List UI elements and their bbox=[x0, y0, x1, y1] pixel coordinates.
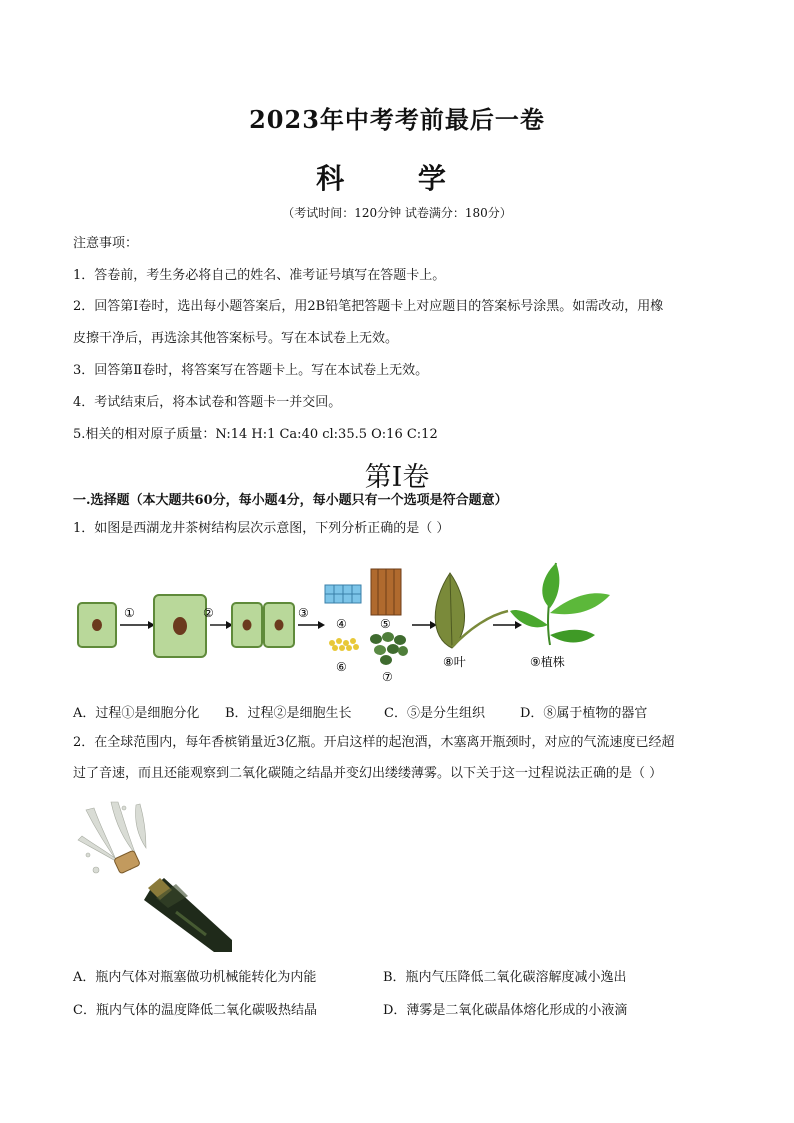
cell-divided bbox=[232, 603, 294, 647]
notes-heading: 注意事项： bbox=[73, 236, 139, 251]
tissue-4-block bbox=[325, 585, 361, 603]
q2-option-d: D．薄雾是二氧化碳晶体熔化形成的小液滴 bbox=[383, 1003, 628, 1018]
bottle bbox=[144, 878, 232, 952]
note-item: 4．考试结束后，将本试卷和答题卡一并交回。 bbox=[73, 395, 342, 410]
q1-option-c: C．⑤是分生组织 bbox=[384, 706, 485, 721]
plant-label: ⑨植株 bbox=[530, 655, 565, 669]
leaf-label: ⑧叶 bbox=[443, 655, 466, 669]
tissue-7-label: ⑦ bbox=[382, 670, 393, 684]
tissue-7-cells bbox=[370, 632, 408, 665]
step-3-label: ③ bbox=[298, 606, 309, 620]
tissue-5-label: ⑤ bbox=[380, 617, 391, 631]
step-1-label: ① bbox=[124, 606, 135, 620]
champagne-bottle-image bbox=[76, 800, 232, 952]
q1-option-d: D．⑧属于植物的器官 bbox=[520, 706, 648, 721]
tissue-6-cells bbox=[329, 638, 359, 651]
step-2-label: ② bbox=[203, 606, 214, 620]
q2-option-a: A．瓶内气体对瓶塞做功机械能转化为内能 bbox=[73, 970, 317, 985]
tea-structure-diagram bbox=[70, 553, 630, 688]
q2-option-b: B．瓶内气压降低二氧化碳溶解度减小逸出 bbox=[383, 970, 627, 985]
tea-plant bbox=[510, 563, 610, 645]
tissue-4-label: ④ bbox=[336, 617, 347, 631]
cell-grown bbox=[154, 595, 206, 657]
section-title: 第Ⅰ卷 bbox=[364, 462, 430, 493]
note-item: 1．答卷前，考生务必将自己的姓名、准考证号填写在答题卡上。 bbox=[73, 268, 446, 283]
tissue-6-label: ⑥ bbox=[336, 660, 347, 674]
q1-option-b: B．过程②是细胞生长 bbox=[225, 706, 352, 721]
cell-single bbox=[78, 603, 116, 647]
note-item: 皮擦干净后，再选涂其他答案标号。写在本试卷上无效。 bbox=[73, 331, 399, 346]
tissue-5-fibers bbox=[371, 569, 401, 615]
question-2-stem-line2: 过了音速，而且还能观察到二氧化碳随之结晶并变幻出缕缕薄雾。以下关于这一过程说法正确的是（ ） bbox=[73, 766, 663, 781]
q1-option-a: A．过程①是细胞分化 bbox=[73, 706, 200, 721]
tea-leaf bbox=[435, 573, 508, 648]
question-2-stem-line1: 2．在全球范围内，每年香槟销量近3亿瓶。开启这样的起泡酒，木塞离开瓶颈时，对应的气流速度已经超 bbox=[73, 735, 675, 750]
question-1-stem: 1．如图是西湖龙井茶树结构层次示意图，下列分析正确的是（ ） bbox=[73, 521, 450, 536]
note-item: 3．回答第Ⅱ卷时，将答案写在答题卡上。写在本试卷上无效。 bbox=[73, 363, 429, 378]
exam-info: （考试时间：120分钟 试卷满分：180分） bbox=[282, 206, 512, 220]
note-item: 2．回答第Ⅰ卷时，选出每小题答案后，用2B铅笔把答题卡上对应题目的答案标号涂黑。如需改动，用橡 bbox=[73, 299, 664, 314]
cork bbox=[114, 850, 141, 874]
q2-option-c: C．瓶内气体的温度降低二氧化碳吸热结晶 bbox=[73, 1003, 317, 1018]
exam-title: 2023年中考考前最后一卷 bbox=[249, 105, 545, 134]
subject-title: 科 学 bbox=[316, 162, 478, 195]
note-item: 5.相关的相对原子质量：N:14 H:1 Ca:40 cl:35.5 O:16 C:12 bbox=[73, 427, 438, 442]
part-heading: 一.选择题（本大题共60分，每小题4分，每小题只有一个选项是符合题意） bbox=[73, 493, 508, 508]
